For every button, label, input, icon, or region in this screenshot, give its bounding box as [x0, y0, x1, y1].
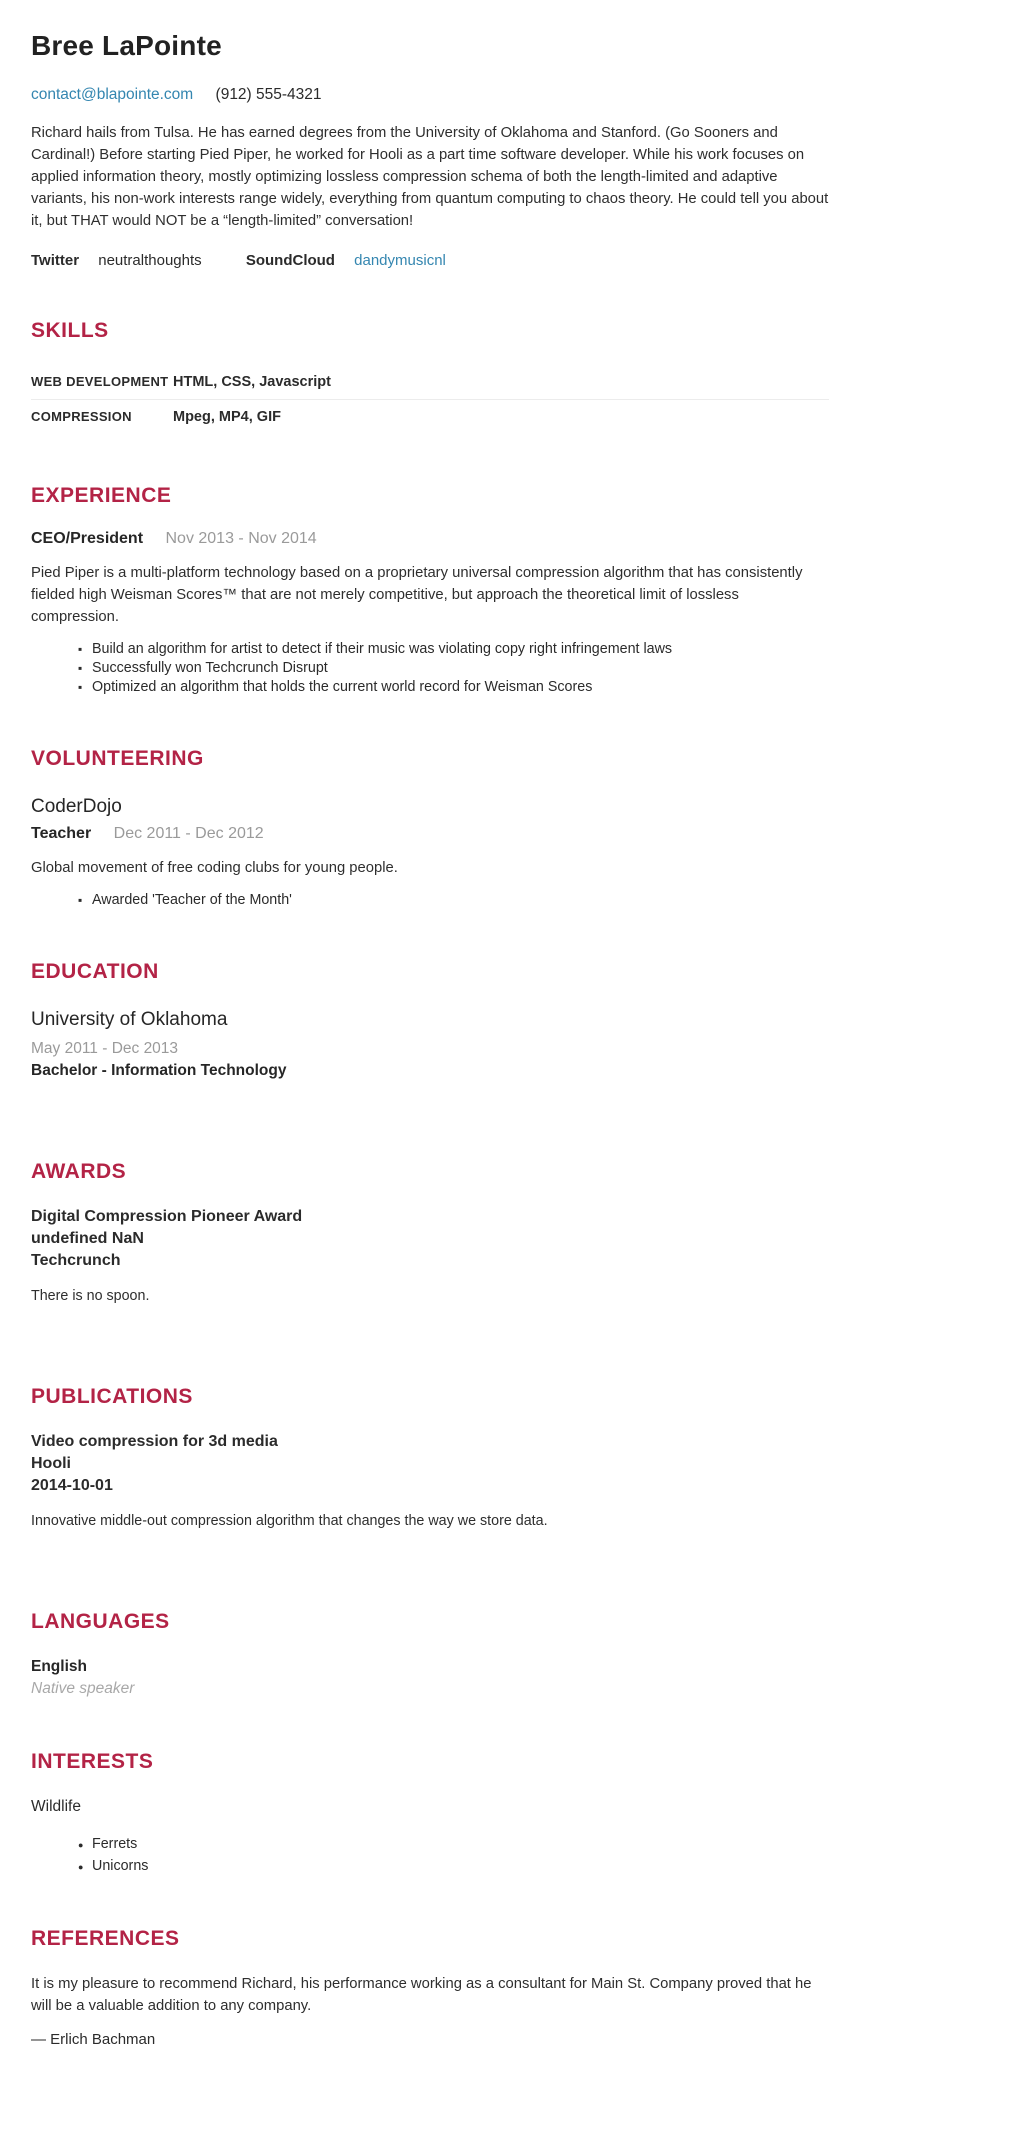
skill-row	[31, 399, 829, 434]
award-date: undefined NaN	[31, 1230, 144, 1247]
publications-title: PUBLICATIONS	[31, 1385, 193, 1408]
section-education	[31, 958, 829, 1082]
reference-text: It is my pleasure to recommend Richard, his performance working as a consultant for Main St. Company proved that he will be a valuable addition to any company.	[31, 1976, 812, 2014]
section-awards	[31, 1158, 829, 1307]
language-fluency: Native speaker	[31, 1680, 135, 1697]
volunteer-dates: Dec 2011 - Dec 2012	[113, 825, 264, 842]
references-title: REFERENCES	[31, 1927, 180, 1950]
experience-title: EXPERIENCE	[31, 484, 172, 507]
job-highlights	[31, 640, 829, 697]
award-summary: There is no spoon.	[31, 1288, 150, 1304]
volunteer-summary: Global movement of free coding clubs for young people.	[31, 860, 398, 876]
soundcloud-label: SoundCloud	[245, 252, 335, 269]
soundcloud-username-link[interactable]: dandymusicnl	[354, 252, 446, 269]
interest-name: Wildlife	[31, 1798, 81, 1815]
volunteer-highlights	[31, 891, 829, 910]
publication-date: 2014-10-01	[31, 1477, 113, 1494]
job-position: CEO/President	[31, 530, 144, 547]
skill-keywords: HTML, CSS, Javascript	[173, 374, 331, 390]
skill-row	[31, 365, 829, 399]
interest-keywords	[31, 1833, 829, 1877]
resume-header	[31, 30, 829, 269]
skill-keywords: Mpeg, MP4, GIF	[173, 409, 281, 425]
education-title: EDUCATION	[31, 960, 159, 983]
language-name: English	[31, 1658, 87, 1675]
position-row	[31, 530, 829, 548]
phone-number: (912) 555-4321	[215, 86, 322, 103]
interest-item: ● Ferrets	[78, 1833, 829, 1855]
reference-author: — Erlich Bachman	[31, 2031, 156, 2048]
education-institution: University of Oklahoma	[31, 1009, 228, 1030]
about-summary: Richard hails from Tulsa. He has earned degrees from the University of Oklahoma and Stanford. (Go Sooners and Cardinal!) Before starting Pied Piper, he worked for Hooli as a part time software developer. While his work focuses on applied information theory, mostly optimizing lossless compression schema of both the length-limited and adaptive variants, his non-work interests range widely, everything from quantum computing to chaos theory. He could tell you about it, but THAT would NOT be a “length-limited” conversation!	[31, 125, 829, 229]
twitter-label: Twitter	[31, 252, 80, 269]
section-references	[31, 1925, 829, 2048]
contact-row	[31, 86, 829, 104]
publication-summary: Innovative middle-out compression algorithm that changes the way we store data.	[31, 1513, 548, 1529]
highlight-item: ▪ Successfully won Techcrunch Disrupt	[78, 659, 829, 678]
highlight-item: ▪ Optimized an algorithm that holds the current world record for Weisman Scores	[78, 678, 829, 697]
skills-title: SKILLS	[31, 319, 109, 342]
awards-title: AWARDS	[31, 1160, 127, 1183]
interest-item: ● Unicorns	[78, 1855, 829, 1877]
highlight-item: ▪ Build an algorithm for artist to detect if their music was violating copy right infringement laws	[78, 640, 829, 659]
skill-name: WEB DEVELOPMENT	[31, 374, 169, 389]
email-link[interactable]: contact@blapointe.com	[31, 86, 194, 103]
person-name: Bree LaPointe	[31, 30, 222, 61]
volunteering-title: VOLUNTEERING	[31, 747, 204, 770]
publication-publisher: Hooli	[31, 1455, 71, 1472]
twitter-username: neutralthoughts	[98, 252, 202, 269]
volunteer-organization: CoderDojo	[31, 796, 122, 817]
skill-name: COMPRESSION	[31, 409, 132, 424]
award-name: Digital Compression Pioneer Award	[31, 1208, 303, 1225]
interests-title: INTERESTS	[31, 1750, 154, 1773]
profile-soundcloud	[246, 252, 446, 269]
section-interests	[31, 1748, 829, 1877]
languages-title: LANGUAGES	[31, 1610, 170, 1633]
highlight-item: ▪ Awarded 'Teacher of the Month'	[78, 891, 829, 910]
social-profiles	[31, 252, 829, 269]
award-awarder: Techcrunch	[31, 1252, 121, 1269]
education-dates: May 2011 - Dec 2013	[31, 1040, 179, 1057]
section-languages	[31, 1608, 829, 1700]
section-publications	[31, 1383, 829, 1532]
section-experience	[31, 482, 829, 697]
job-summary: Pied Piper is a multi-platform technology based on a proprietary universal compression algorithm that has consistently fielded high Weisman Scores™ that are not merely competitive, but approach the theoretical limit of lossless compression.	[31, 565, 803, 625]
section-skills	[31, 317, 829, 434]
job-dates: Nov 2013 - Nov 2014	[165, 530, 317, 547]
publication-name: Video compression for 3d media	[31, 1433, 278, 1450]
profile-twitter	[31, 252, 206, 269]
volunteer-position-row	[31, 825, 829, 843]
section-volunteering	[31, 745, 829, 910]
education-degree: Bachelor - Information Technology	[31, 1062, 287, 1079]
volunteer-position: Teacher	[31, 825, 92, 842]
